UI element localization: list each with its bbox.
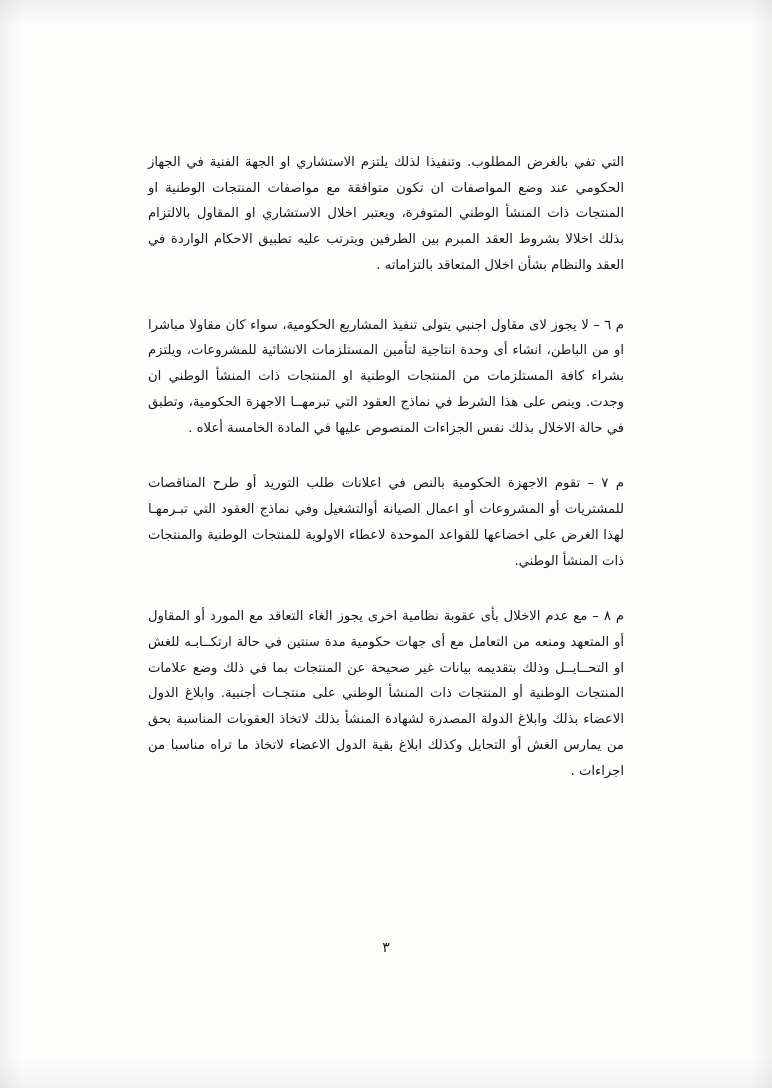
paragraph-text: لا يجوز لاى مقاول اجنبي يتولى تنفيذ المشاريع الحكومية، سواء كان مقاولا مباشرا او من الباطن، انشاء أى وحدة انتاجية لتأمين المستلزمات الانشائية للمشروعات، ويلتزم بشراء كافة المستلزمات من المنتجات الوطنية او المنتجات ذات المنشأ الوطني ان وجدت. وينص على هذا الشرط في نماذج العقود التي تبرمهــا الاجهزة الحكومية، وتطبق في حالة الاخلال بذلك نفس الجزاءات المنصوص عليها في المادة الخامسة أعلاه . xyxy=(148,317,624,436)
page-edge-shading-right xyxy=(750,0,772,1088)
paragraph-text: تقوم الاجهزة الحكومية بالنص في اعلانات طلب التوريد أو طرح المناقصات للمشتريات أو المشروعات أو اعمال الصيانة أوالتشغيل وفي نماذج العقود التي تبـرمهـا لهذا الغرض على اخضاعها للقواعد الموحدة لاعطاء الاولوية للمنتجات الوطنية والمنتجات ذات المنشأ الوطني. xyxy=(148,476,624,569)
article-marker: م ٦ – xyxy=(593,317,624,333)
page-edge-shading-top xyxy=(0,0,772,26)
paragraph-article-8 xyxy=(148,604,624,784)
paragraph-article-6 xyxy=(148,313,624,442)
paragraph-text: التي تفي بالغرض المطلوب. وتنفيذا لذلك يلتزم الاستشاري او الجهة الفنية في الجهاز الحكومي عند وضع المواصفات ان تكون متوافقة مع مواصفات المنتجات الوطنية او المنتجات ذات المنشأ الوطني المتوفرة، ويعتبر اخلال الاستشاري او المقاول بالالتزام بذلك اخلالا بشروط العقد المبرم بين الطرفين ويترتب عليه تطبيق الاحكام الواردة في العقد والنظام بشأن اخلال المتعاقد بالتزاماته . xyxy=(148,155,624,273)
page-edge-shading-left xyxy=(0,0,22,1088)
page-edge-shading-bottom xyxy=(0,1058,772,1088)
paragraph-article-7 xyxy=(148,471,624,574)
page-number: ٣ xyxy=(382,940,390,956)
article-marker: م ٧ – xyxy=(587,476,624,492)
document-body xyxy=(148,150,624,784)
paragraph-text: مع عدم الاخلال بأى عقوبة نظامية اخرى يجوز الغاء التعاقد مع المورد أو المقاول أو المتعهد ومنعه من التعامل مع أى جهات حكومية مدة سنتين في حالة ارتكــابـه للغش او التحــايــل وذلك بتقديمه بيانات غير صحيحة عن المنتجات بما في ذلك وضع علامات المنتجات الوطنية أو المنتجات ذات المنشأ الوطني على منتجـات أجنبية. وابلاغ الدول الاعضاء بذلك وابلاغ الدولة المصدرة لشهادة المنشأ بذلك لاتخاذ العقوبات المناسبة بحق من يمارس الغش أو التحايل وكذلك ابلاغ بقية الدول الاعضاء لاتخاذ ما تراه مناسبا من اجراءات . xyxy=(148,609,624,779)
paragraph-continuation xyxy=(148,150,624,279)
article-marker: م ٨ – xyxy=(592,609,624,625)
